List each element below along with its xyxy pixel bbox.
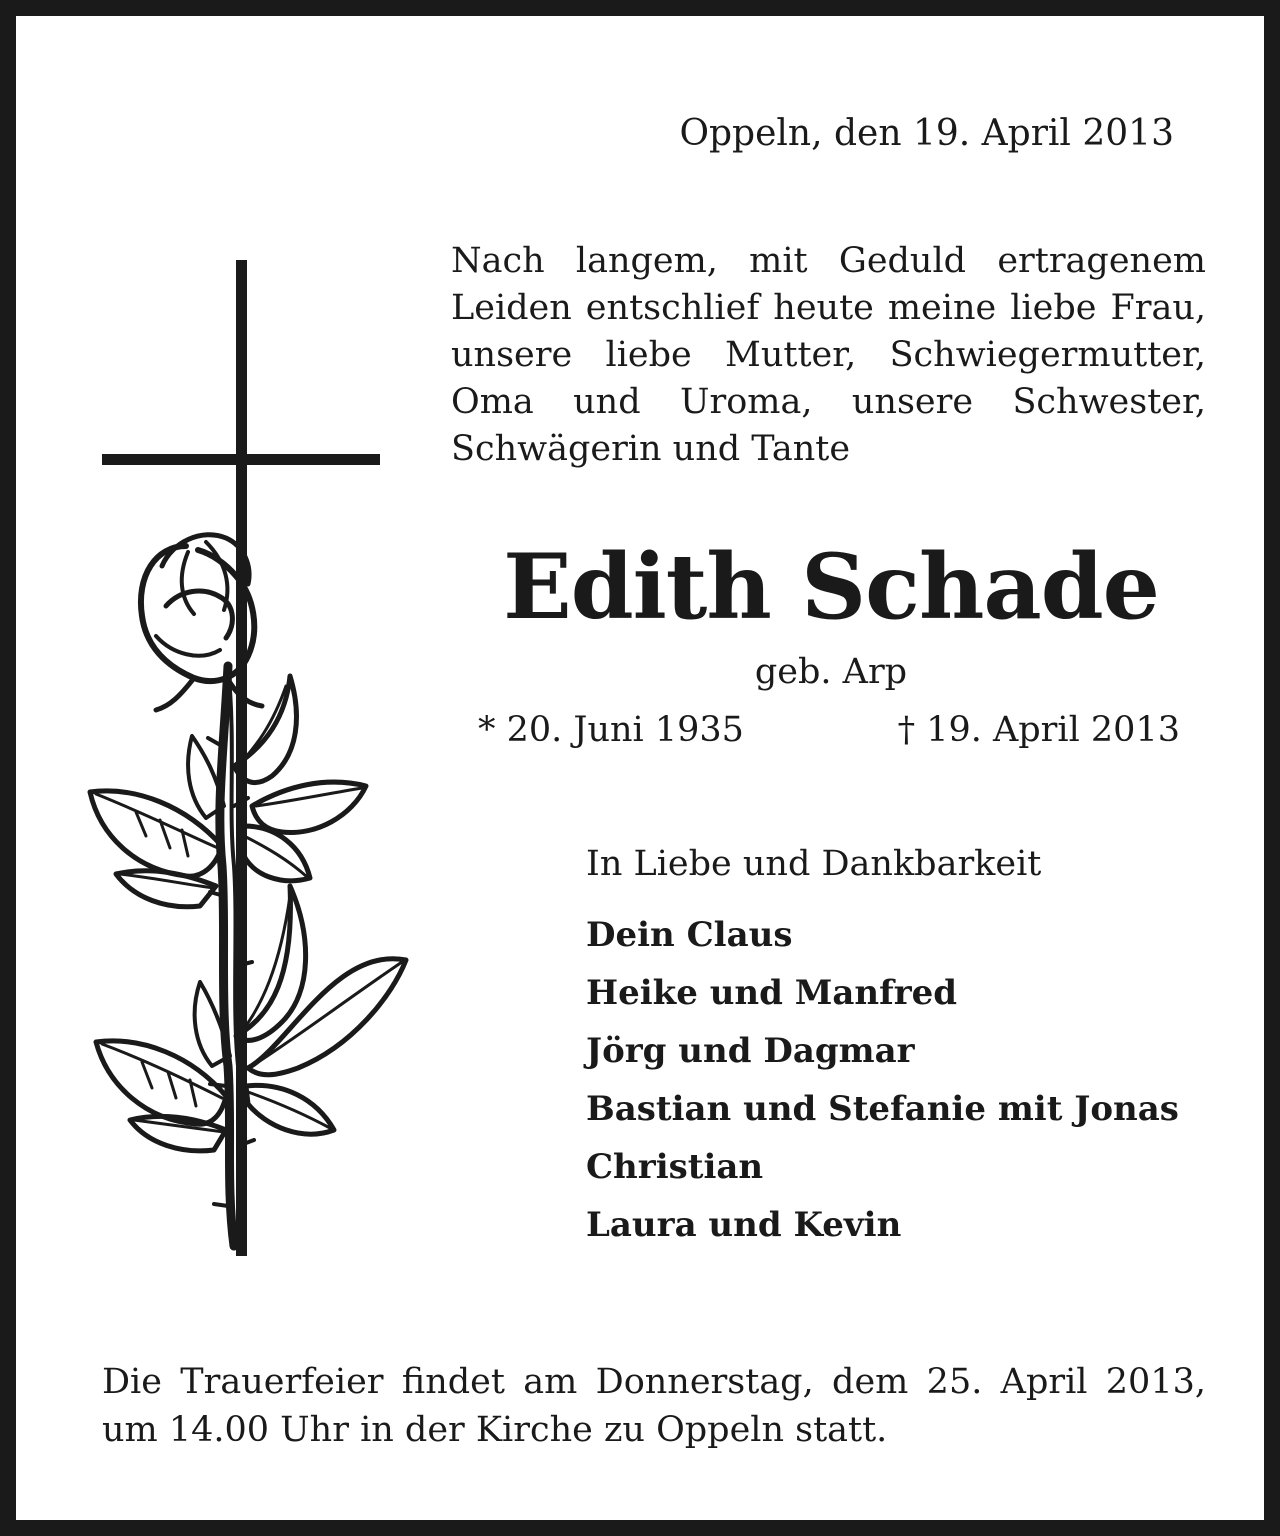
closing-phrase: In Liebe und Dankbarkeit <box>586 844 1042 884</box>
mourner-entry: Laura und Kevin <box>586 1205 902 1245</box>
place-date: Oppeln, den 19. April 2013 <box>679 113 1174 154</box>
cross-with-rose-icon <box>76 246 436 1266</box>
birth-date: * 20. Juni 1935 <box>478 710 744 750</box>
mourners-list <box>586 906 1179 1254</box>
mourner-entry: Heike und Manfred <box>586 973 958 1013</box>
funeral-info: Die Trauerfeier findet am Donnerstag, dem 25. April 2013, um 14.00 Uhr in der Kirche zu Oppeln statt. <box>102 1362 1206 1450</box>
deceased-name: Edith Schade <box>503 534 1159 640</box>
mourner-entry: Dein Claus <box>586 915 793 955</box>
intro-text: Nach langem, mit Geduld ertragenem Leiden entschlief heute meine liebe Frau, unsere liebe Mutter, Schwiegermutter, Oma und Uroma, unsere Schwester, Schwägerin und Tante <box>451 241 1206 469</box>
birth-name: geb. Arp <box>754 652 908 692</box>
death-date: † 19. April 2013 <box>897 710 1180 750</box>
mourner-entry: Bastian und Stefanie mit Jonas <box>586 1089 1179 1129</box>
mourner-entry: Jörg und Dagmar <box>586 1031 915 1071</box>
mourner-entry: Christian <box>586 1147 764 1187</box>
